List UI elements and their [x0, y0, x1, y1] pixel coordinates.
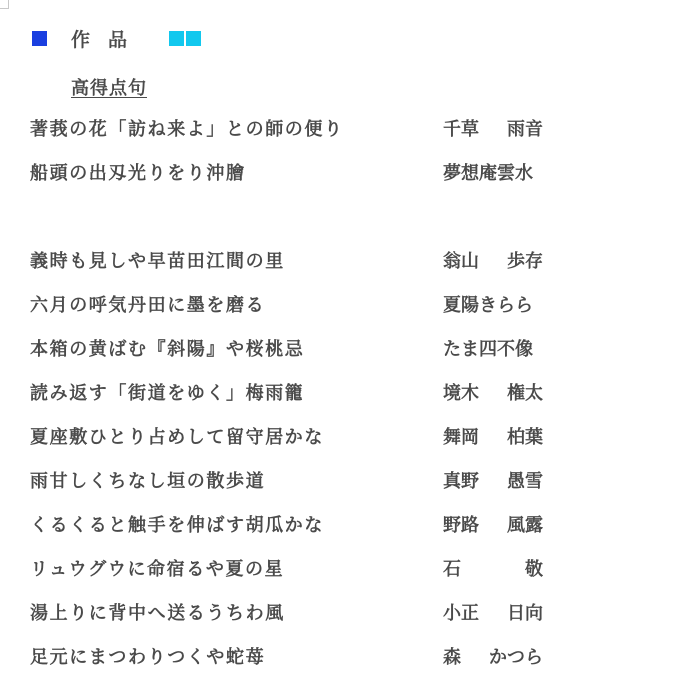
poet-name [443, 115, 543, 141]
poet-family-name: 夢想庵雲水 [443, 163, 533, 184]
haiku-row [30, 465, 670, 495]
section-header [32, 26, 201, 50]
poet-name [443, 423, 543, 449]
poet-given-name: 敬 [525, 559, 543, 580]
haiku-text: リュウグウに命宿るや夏の星 [30, 559, 285, 580]
haiku-row [30, 113, 670, 143]
poet-name [443, 247, 543, 273]
poet-family-name: 野路 [443, 515, 479, 536]
poet-given-name: 日向 [507, 603, 543, 624]
subheading-high-score: 高得点句 [71, 78, 147, 99]
haiku-row [30, 509, 670, 539]
haiku-text: くるくると触手を伸ばす胡瓜かな [30, 515, 324, 536]
haiku-text: 夏座敷ひとり占めして留守居かな [30, 427, 324, 448]
poet-given-name: かつら [489, 647, 543, 668]
blue-square-bullet [32, 31, 47, 46]
poet-name [443, 291, 543, 317]
haiku-text: 本箱の黄ばむ『斜陽』や桜桃忌 [30, 339, 305, 360]
poet-family-name: 舞岡 [443, 427, 479, 448]
haiku-row [30, 333, 670, 363]
haiku-text: 船頭の出刄光りをり沖膾 [30, 163, 246, 184]
haiku-text: 読み返す「街道をゆく」梅雨籠 [30, 383, 305, 404]
poet-given-name: 権太 [507, 383, 543, 404]
haiku-row [30, 421, 670, 451]
cyan-square-ornament [169, 31, 184, 46]
haiku-row [30, 245, 670, 275]
poet-given-name: 歩存 [507, 251, 543, 272]
haiku-text: 義時も見しや早苗田江間の里 [30, 251, 285, 272]
haiku-row [30, 641, 670, 671]
haiku-text: 足元にまつわりつくや蛇苺 [30, 647, 266, 668]
page-corner-mark [0, 0, 9, 9]
poet-family-name: 夏陽きらら [443, 295, 533, 316]
haiku-row [30, 289, 670, 319]
cyan-square-ornament [186, 31, 201, 46]
poet-family-name: 小正 [443, 603, 479, 624]
haiku-text: 六月の呼気丹田に墨を磨る [30, 295, 266, 316]
poet-name [443, 467, 543, 493]
poet-given-name: 柏葉 [507, 427, 543, 448]
haiku-row [30, 553, 670, 583]
poet-name [443, 643, 543, 669]
poet-name [443, 511, 543, 537]
haiku-text: 著莪の花「訪ね来よ」との師の便り [30, 119, 344, 140]
poet-family-name: たま四不像 [443, 339, 533, 360]
poet-name [443, 335, 543, 361]
poet-family-name: 翁山 [443, 251, 479, 272]
haiku-row [30, 597, 670, 627]
haiku-row [30, 377, 670, 407]
haiku-text: 雨甘しくちなし垣の散歩道 [30, 471, 266, 492]
poet-family-name: 真野 [443, 471, 479, 492]
poet-name [443, 599, 543, 625]
poet-name [443, 159, 543, 185]
poet-family-name: 境木 [443, 383, 479, 404]
haiku-text: 湯上りに背中へ送るうちわ風 [30, 603, 285, 624]
poet-given-name: 雨音 [507, 119, 543, 140]
poet-name [443, 379, 543, 405]
poet-family-name: 石 [443, 559, 461, 580]
poet-given-name: 愚雪 [507, 471, 543, 492]
poet-family-name: 千草 [443, 119, 479, 140]
poet-name [443, 555, 543, 581]
poet-given-name: 風露 [507, 515, 543, 536]
haiku-row [30, 157, 670, 187]
section-title: 作品 [71, 28, 146, 51]
poet-family-name: 森 [443, 647, 461, 668]
